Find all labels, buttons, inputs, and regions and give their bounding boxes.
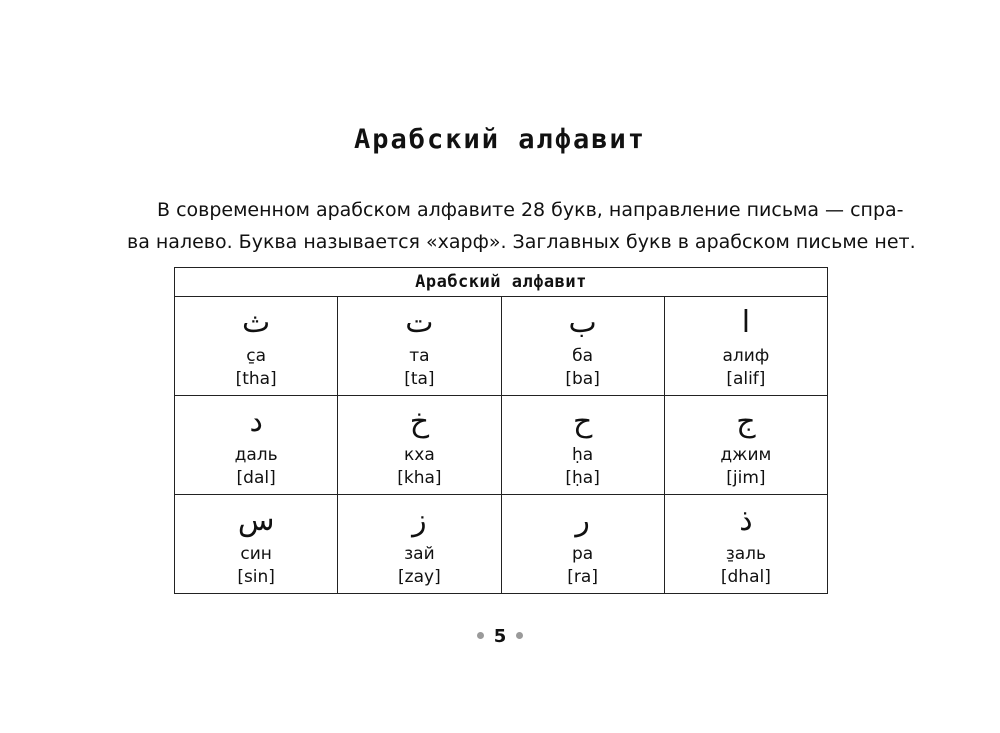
intro-line-1: В современном арабском алфавите 28 букв, направление письма — спра- bbox=[157, 199, 904, 221]
letter-name: ḥа bbox=[572, 445, 594, 465]
bullet-dot-icon bbox=[516, 632, 523, 639]
letter-transliteration: [tha] bbox=[235, 369, 277, 389]
letter-transliteration: [dhal] bbox=[720, 567, 771, 587]
letter-transliteration: [kha] bbox=[397, 468, 442, 488]
letter-cell bbox=[664, 396, 827, 495]
letter-cell bbox=[175, 396, 338, 495]
arabic-letter: ح bbox=[572, 404, 593, 439]
arabic-letter: ا bbox=[741, 305, 751, 340]
letter-name: з̱аль bbox=[725, 544, 767, 564]
arabic-letter: ر bbox=[575, 503, 590, 538]
letter-name: ба bbox=[572, 346, 594, 366]
table-row bbox=[175, 297, 828, 396]
letter-cell bbox=[338, 396, 501, 495]
arabic-letter: خ bbox=[409, 404, 430, 439]
arabic-letter: س bbox=[237, 503, 275, 538]
letter-name: джим bbox=[720, 445, 772, 465]
letter-name: зай bbox=[404, 544, 435, 564]
letter-name: алиф bbox=[722, 346, 770, 366]
arabic-letter: ث bbox=[242, 305, 271, 340]
letter-name: даль bbox=[234, 445, 278, 465]
bullet-dot-icon bbox=[477, 632, 484, 639]
letter-transliteration: [ta] bbox=[404, 369, 435, 389]
letter-cell bbox=[664, 297, 827, 396]
arabic-letter: ب bbox=[568, 305, 597, 340]
letter-transliteration: [ḥa] bbox=[565, 468, 600, 488]
letter-name: та bbox=[409, 346, 430, 366]
letter-cell bbox=[501, 396, 664, 495]
letter-cell bbox=[664, 495, 827, 594]
letter-transliteration: [sin] bbox=[237, 567, 275, 587]
letter-transliteration: [jim] bbox=[726, 468, 766, 488]
letter-cell bbox=[175, 297, 338, 396]
letter-cell bbox=[501, 297, 664, 396]
letter-transliteration: [alif] bbox=[726, 369, 766, 389]
table-row bbox=[175, 396, 828, 495]
table-row bbox=[175, 495, 828, 594]
arabic-letter: ج bbox=[736, 404, 756, 439]
letter-cell bbox=[501, 495, 664, 594]
letter-name: с̱а bbox=[246, 346, 266, 366]
letter-name: ра bbox=[572, 544, 594, 564]
page-number: 5 bbox=[493, 626, 507, 647]
intro-line-2: ва налево. Буква называется «харф». Заглавных букв в арабском письме нет. bbox=[127, 231, 916, 253]
letter-name: кха bbox=[404, 445, 435, 465]
arabic-letter: د bbox=[249, 404, 263, 439]
letter-cell bbox=[338, 297, 501, 396]
page-footer bbox=[0, 626, 1000, 647]
letter-name: син bbox=[240, 544, 272, 564]
intro-paragraph bbox=[127, 194, 916, 258]
letter-transliteration: [dal] bbox=[236, 468, 276, 488]
table-caption: Арабский алфавит bbox=[175, 268, 828, 297]
letter-transliteration: [ra] bbox=[567, 567, 598, 587]
alphabet-table bbox=[174, 267, 828, 594]
letter-transliteration: [zay] bbox=[398, 567, 441, 587]
page-title: Арабский алфавит bbox=[353, 124, 647, 155]
arabic-letter: ت bbox=[405, 305, 434, 340]
letter-cell bbox=[175, 495, 338, 594]
letter-cell bbox=[338, 495, 501, 594]
letter-transliteration: [ba] bbox=[565, 369, 600, 389]
arabic-letter: ز bbox=[412, 503, 427, 538]
arabic-letter: ذ bbox=[739, 503, 753, 538]
